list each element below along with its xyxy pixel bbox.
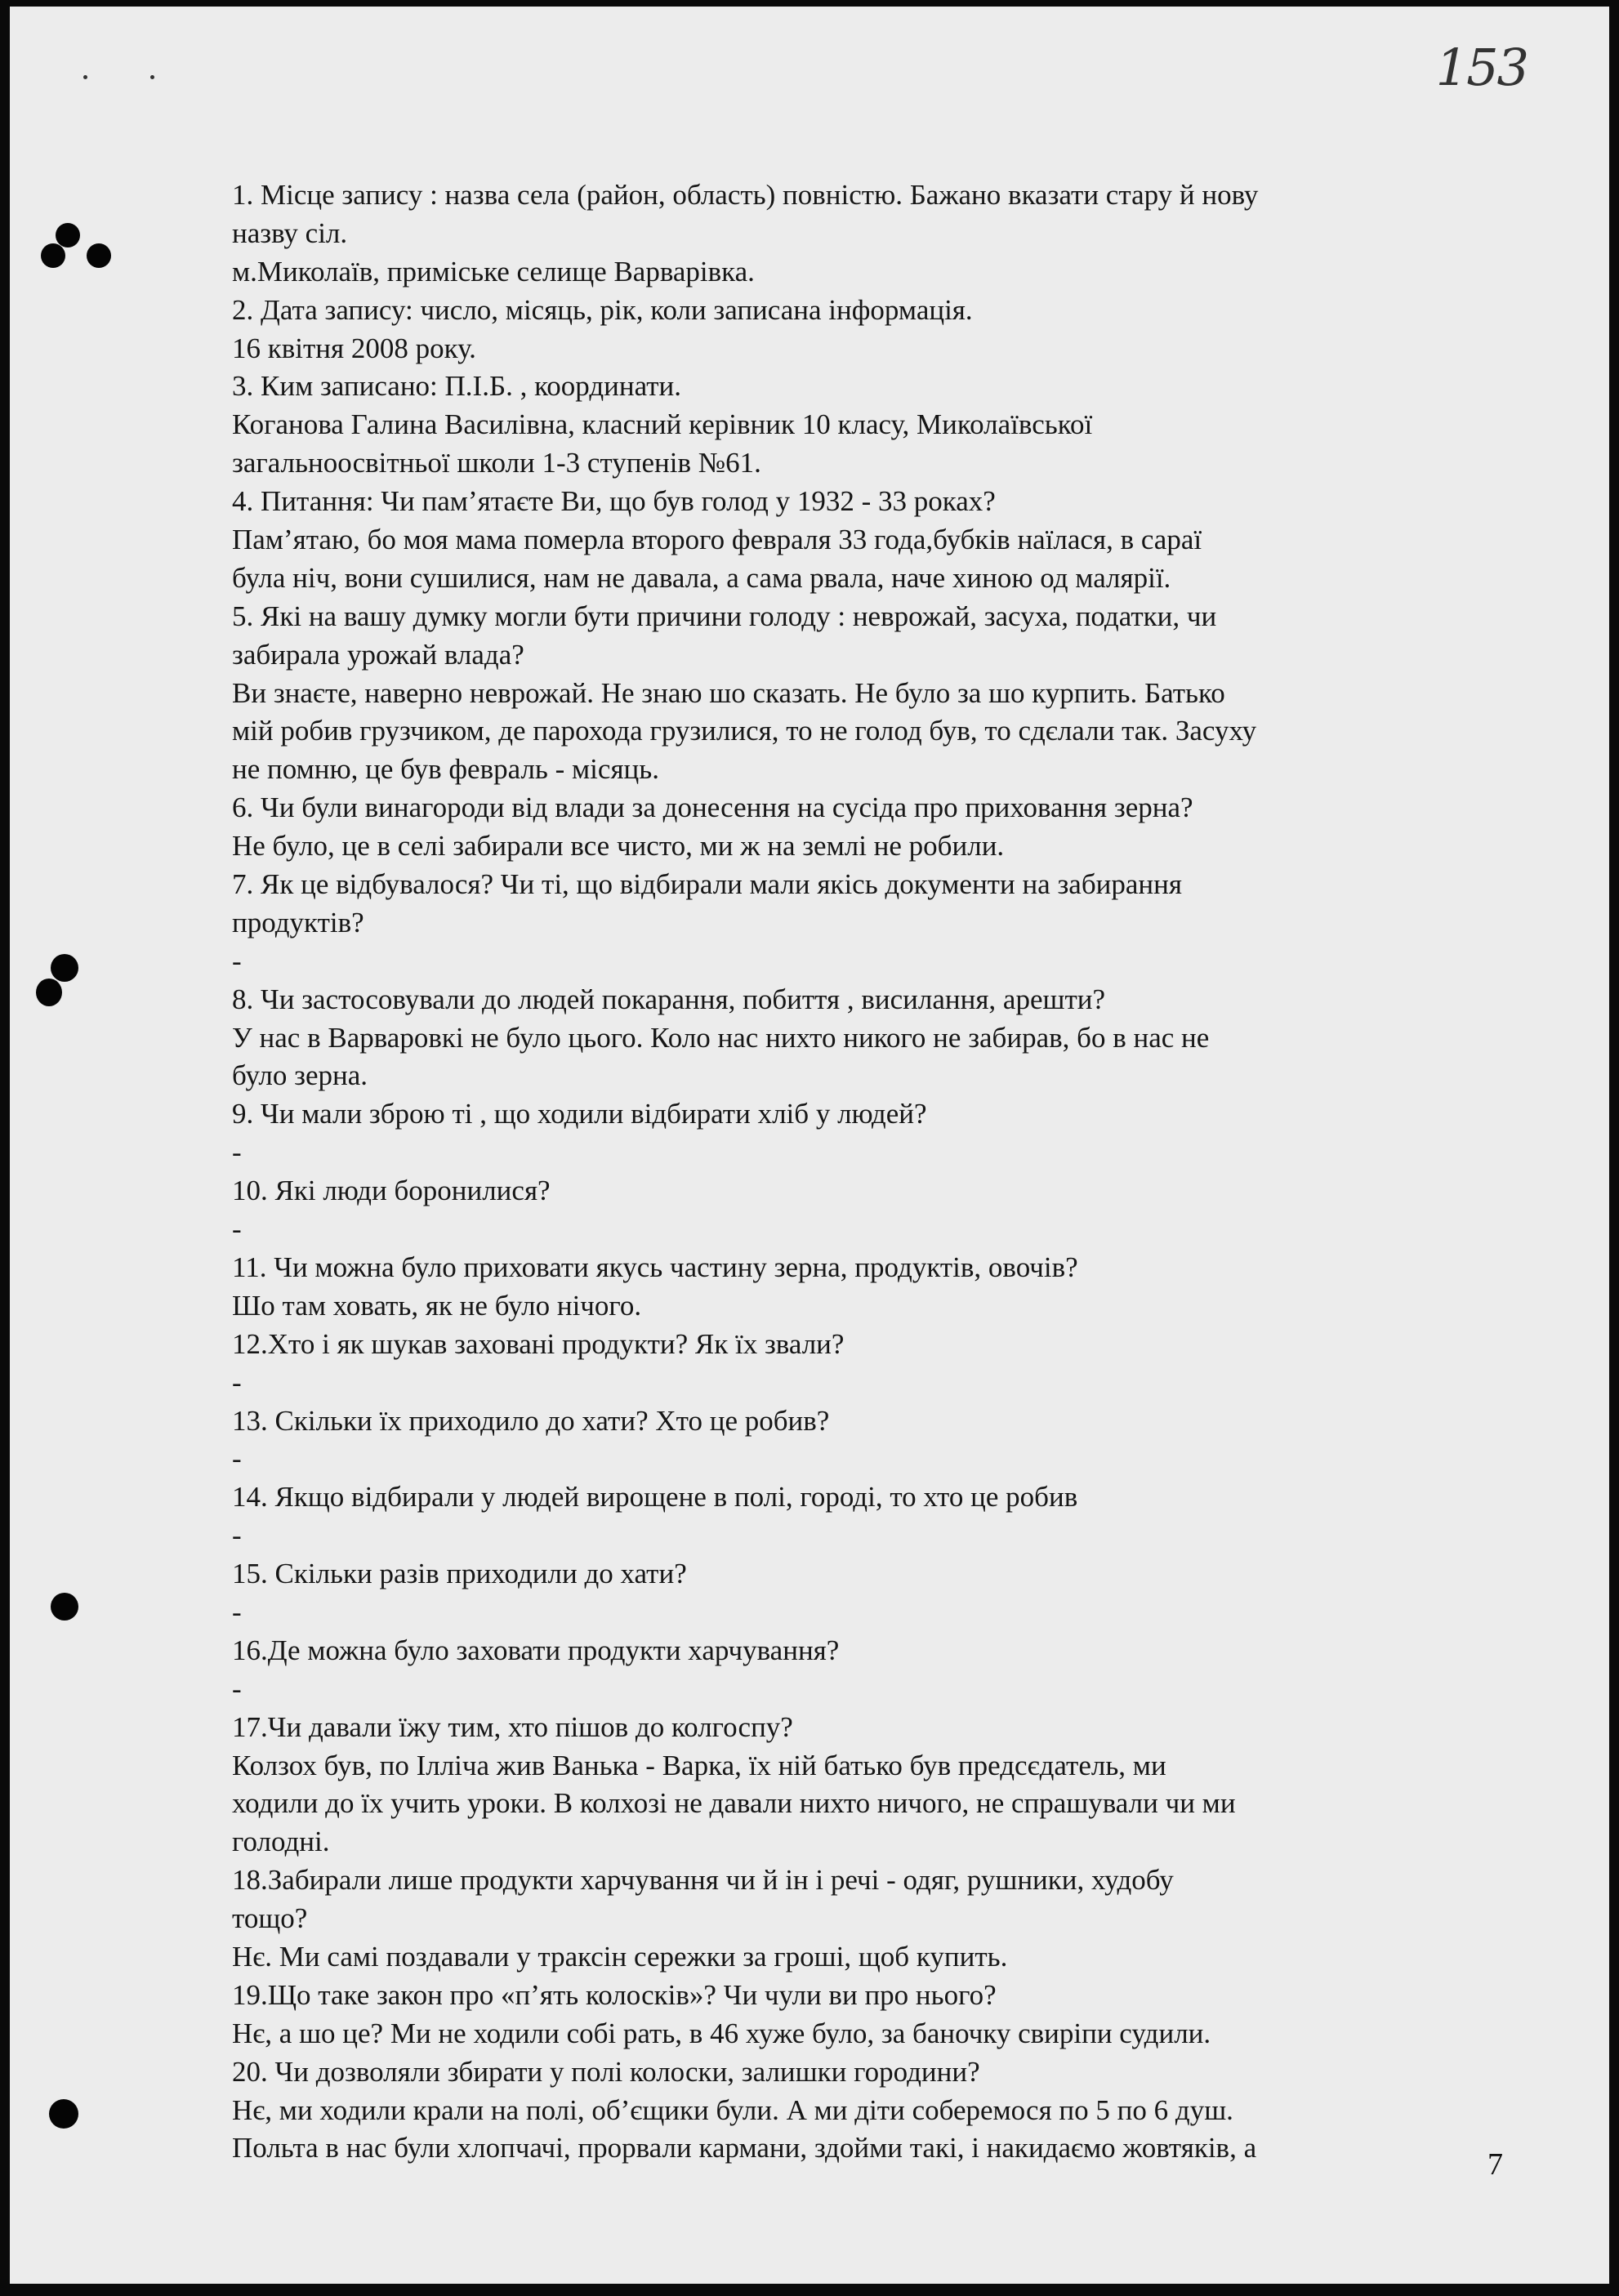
text-line: 19.Що таке закон про «п’ять колосків»? Чи чули ви про нього?: [232, 1978, 997, 2011]
text-line: 6. Чи були винагороди від влади за донесення на сусіда про приховання зерна?: [232, 791, 1193, 824]
text-line: -: [232, 1213, 242, 1246]
text-line: 7. Як це відбувалося? Чи ті, що відбирали мали якісь документи на забирання: [232, 868, 1182, 901]
text-line: 13. Скільки їх приходило до хати? Хто це робив?: [232, 1404, 830, 1437]
archive-page-number: 153: [1435, 38, 1528, 97]
text-line: 15. Скільки разів приходили до хати?: [232, 1558, 687, 1590]
text-line: -: [232, 1595, 242, 1628]
punch-hole: [51, 954, 78, 982]
text-line: було зерна.: [232, 1059, 368, 1092]
text-line: Польта в нас були хлопчачі, прорвали кармани, здойми такі, і накидаємо жовтяків, а: [232, 2132, 1257, 2164]
text-line: ходили до їх учить уроки. В колхозі не давали нихто ничого, не спрашували чи ми: [232, 1787, 1236, 1820]
text-line: -: [232, 1519, 242, 1552]
punch-hole: [51, 1593, 78, 1621]
text-line: 11. Чи можна було приховати якусь частину зерна, продуктів, овочів?: [232, 1251, 1078, 1283]
punch-hole: [87, 243, 111, 268]
text-line: 16 квітня 2008 року.: [232, 332, 476, 364]
text-line: загальноосвітньої школи 1-3 ступенів №61.: [232, 447, 761, 479]
text-line: Пам’ятаю, бо моя мама померла второго февраля 33 года,бубків наїлася, в сараї: [232, 524, 1202, 556]
text-line: 3. Ким записано: П.І.Б. , координати.: [232, 370, 682, 403]
text-line: була ніч, вони сушилися, нам не давала, а сама рвала, наче хиною од малярії.: [232, 561, 1171, 594]
text-line: забирала урожай влада?: [232, 638, 524, 671]
document-page: [10, 7, 1609, 2284]
text-line: не помню, це був февраль - місяць.: [232, 753, 659, 786]
text-line: 16.Де можна було заховати продукти харчування?: [232, 1634, 840, 1666]
text-line: 4. Питання: Чи пам’ятаєте Ви, що був голод у 1932 - 33 роках?: [232, 485, 996, 518]
scan-mark: [83, 75, 87, 79]
page-number: 7: [1487, 2147, 1503, 2182]
text-line: голодні.: [232, 1826, 330, 1858]
text-line: назву сіл.: [232, 216, 348, 249]
text-line: 14. Якщо відбирали у людей вирощене в полі, городі, то хто це робив: [232, 1481, 1078, 1514]
punch-hole: [49, 2099, 78, 2129]
text-line: Колзох був, по Ілліча жив Ванька - Варка, їх ній батько був предсєдатель, ми: [232, 1749, 1166, 1781]
text-line: -: [232, 1136, 242, 1169]
text-line: -: [232, 1672, 242, 1705]
text-line: тощо?: [232, 1902, 308, 1935]
punch-hole: [41, 243, 65, 268]
text-line: Коганова Галина Василівна, класний керівник 10 класу, Миколаївської: [232, 408, 1093, 441]
text-line: 17.Чи давали їжу тим, хто пішов до колгоспу?: [232, 1710, 793, 1743]
text-line: Шо там ховать, як не було нічого.: [232, 1289, 642, 1322]
text-line: 12.Хто і як шукав заховані продукти? Як їх звали?: [232, 1327, 845, 1360]
text-line: 1. Місце запису : назва села (район, область) повністю. Бажано вказати стару й нову: [232, 179, 1259, 211]
text-line: Не було, це в селі забирали все чисто, ми ж на землі не робили.: [232, 830, 1005, 863]
text-line: Нє. Ми самі поздавали у траксін сережки за гроші, щоб купить.: [232, 1940, 1008, 1973]
text-line: 10. Які люди боронилися?: [232, 1175, 551, 1207]
punch-hole: [56, 223, 80, 247]
text-line: 8. Чи застосовували до людей покарання, побиття , висилання, арешти?: [232, 983, 1106, 1015]
text-line: продуктів?: [232, 906, 364, 938]
text-line: 20. Чи дозволяли збирати у полі колоски, залишки городини?: [232, 2055, 980, 2088]
text-line: 18.Забирали лише продукти харчування чи й ін і речі - одяг, рушники, худобу: [232, 1864, 1174, 1897]
text-line: мій робив грузчиком, де парохода грузилися, то не голод був, то сдєлали так. Засуху: [232, 715, 1257, 747]
text-line: Нє, ми ходили крали на полі, об’єщики були. А ми діти соберемося по 5 по 6 душ.: [232, 2093, 1233, 2126]
text-line: 5. Які на вашу думку могли бути причини голоду : неврожай, засуха, податки, чи: [232, 600, 1217, 632]
text-line: Ви знаєте, наверно неврожай. Не знаю шо сказать. Не було за шо курпить. Батько: [232, 676, 1225, 709]
text-line: -: [232, 1366, 242, 1398]
text-line: 2. Дата запису: число, місяць, рік, коли записана інформація.: [232, 293, 973, 326]
text-line: м.Миколаїв, приміське селище Варварівка.: [232, 255, 755, 288]
text-line: У нас в Варваровкі не було цього. Коло нас нихто никого не забирав, бо в нас не: [232, 1021, 1210, 1054]
text-line: -: [232, 1442, 242, 1475]
scan-mark: [150, 75, 154, 79]
text-line: Нє, а шо це? Ми не ходили собі рать, в 46 хуже було, за баночку свиріпи судили.: [232, 2017, 1211, 2049]
text-line: -: [232, 944, 242, 977]
punch-hole: [36, 979, 62, 1006]
text-line: 9. Чи мали зброю ті , що ходили відбирати хліб у людей?: [232, 1098, 927, 1130]
document-text: [232, 176, 1506, 2168]
